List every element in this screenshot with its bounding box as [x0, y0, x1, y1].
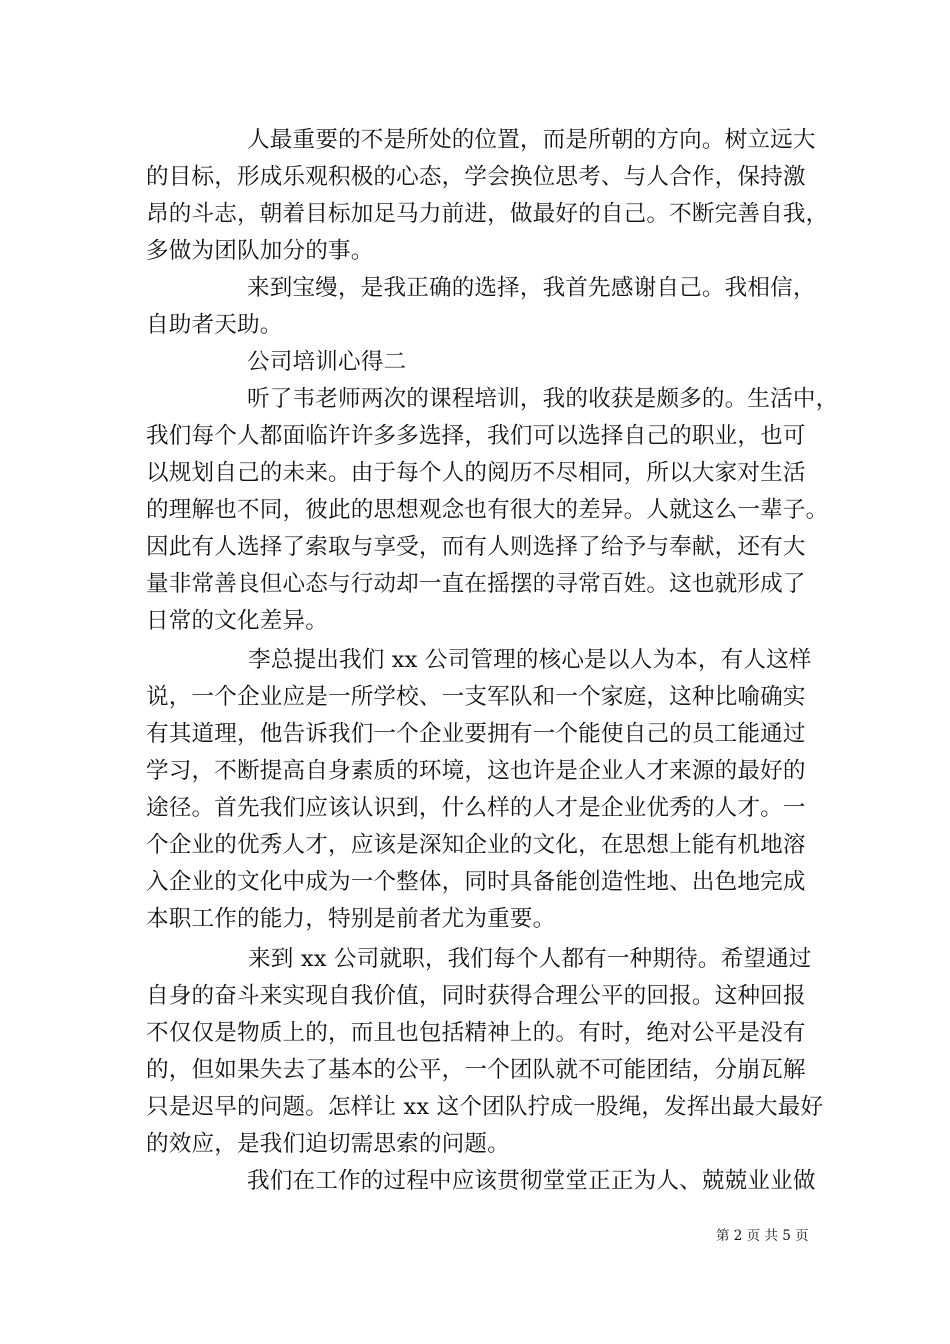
- text-line: 听了韦老师两次的课程培训，我的收获是颇多的。生活中，: [247, 386, 839, 412]
- text-line: 以规划自己的未来。由于每个人的阅历不尽相同，所以大家对生活: [146, 460, 806, 486]
- text-line: 本职工作的能力，特别是前者尤为重要。: [146, 906, 556, 932]
- text-line: 有其道理，他告诉我们一个企业要拥有一个能使自己的员工能通过: [146, 721, 806, 747]
- text-line: 自身的奋斗来实现自我价值，同时获得合理公平的回报。这种回报: [146, 983, 806, 1009]
- text-line: 学习，不断提高自身素质的环境，这也许是企业人才来源的最好的: [146, 758, 806, 784]
- text-line: 入企业的文化中成为一个整体，同时具备能创造性地、出色地完成: [146, 869, 806, 895]
- text-line: 的，但如果失去了基本的公平，一个团队就不可能团结，分崩瓦解: [146, 1057, 806, 1083]
- text-line: 我们在工作的过程中应该贯彻堂堂正正为人、兢兢业业做: [247, 1168, 816, 1194]
- text-line: 不仅仅是物质上的，而且也包括精神上的。有时，绝对公平是没有: [146, 1020, 806, 1046]
- text-line: 的效应，是我们迫切需思索的问题。: [146, 1131, 510, 1157]
- text-line: 自助者天助。: [146, 312, 283, 338]
- text-line: 个企业的优秀人才，应该是深知企业的文化，在思想上能有机地溶: [146, 832, 806, 858]
- section-heading: 公司培训心得二: [247, 349, 407, 375]
- text-line: 日常的文化差异。: [146, 608, 328, 634]
- text-line: 因此有人选择了索取与享受，而有人则选择了给予与奉献，还有大: [146, 534, 806, 560]
- text-line: 李总提出我们 xx 公司管理的核心是以人为本，有人这样: [248, 647, 812, 673]
- text-line: 只是迟早的问题。怎样让 xx 这个团队拧成一股绳，发挥出最大最好: [146, 1094, 824, 1120]
- text-line: 说，一个企业应是一所学校、一支军队和一个家庭，这种比喻确实: [146, 684, 806, 710]
- text-line: 途径。首先我们应该认识到，什么样的人才是企业优秀的人才。一: [146, 795, 806, 821]
- text-line: 量非常善良但心态与行动却一直在摇摆的寻常百姓。这也就形成了: [146, 571, 806, 597]
- text-line: 人最重要的不是所处的位置，而是所朝的方向。树立远大: [247, 127, 816, 153]
- text-line: 的理解也不同，彼此的思想观念也有很大的差异。人就这么一辈子。: [146, 497, 829, 523]
- text-line: 来到 xx 公司就职，我们每个人都有一种期待。希望通过: [248, 946, 812, 972]
- text-line: 的目标，形成乐观积极的心态，学会换位思考、与人合作，保持激: [146, 164, 806, 190]
- text-line: 昂的斗志，朝着目标加足马力前进，做最好的自己。不断完善自我，: [146, 201, 829, 227]
- text-line: 多做为团队加分的事。: [146, 238, 374, 264]
- text-line: 来到宝缦，是我正确的选择，我首先感谢自己。我相信，: [247, 275, 816, 301]
- page-number: 第 2 页 共 5 页: [716, 1228, 809, 1244]
- text-line: 我们每个人都面临许许多多选择，我们可以选择自己的职业，也可: [146, 423, 806, 449]
